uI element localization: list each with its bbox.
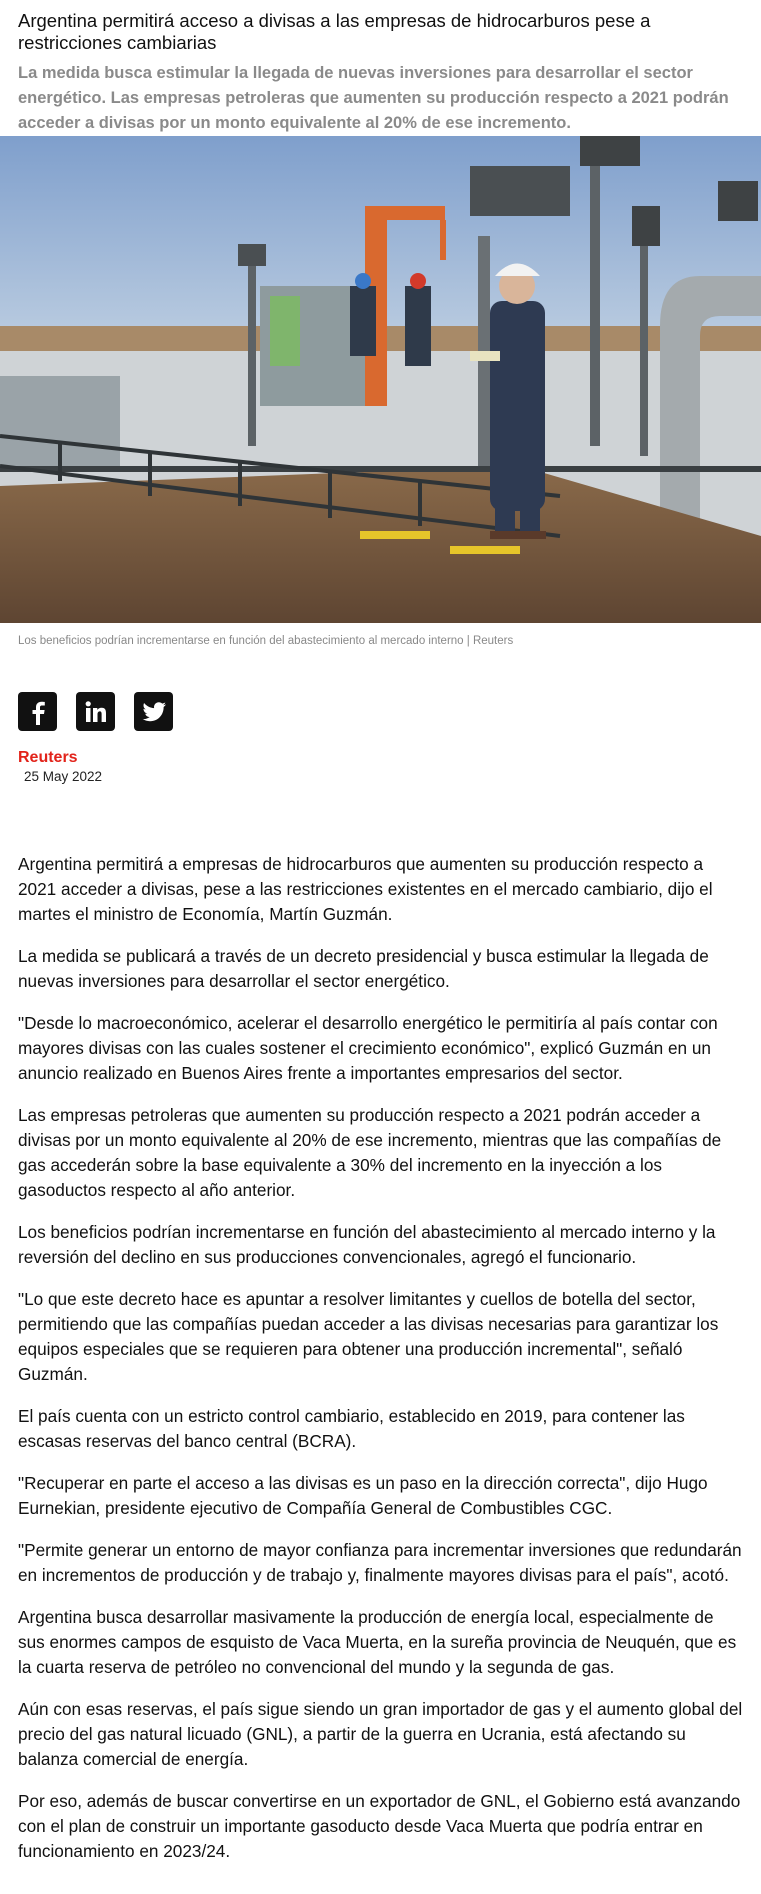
body-paragraph: "Desde lo macroeconómico, acelerar el desarrollo energético le permitiría al país contar con mayores divisas con las cuales sostener el crecimiento económico", explicó Guzmán en un anuncio realizado en Buenos Aires frente a importantes empresarios del sector. [18,1013,718,1083]
image-caption: Los beneficios podrían incrementarse en función del abastecimiento al mercado interno | Reuters [18,635,514,647]
linkedin-icon [85,701,107,723]
facebook-icon [27,699,49,725]
body-paragraph: La medida se publicará a través de un decreto presidencial y busca estimular la llegada de nuevas inversiones para desarrollar el sector energético. [18,946,709,991]
body-paragraph: Por eso, además de buscar convertirse en un exportador de GNL, el Gobierno está avanzando con el plan de construir un importante gasoducto desde Vaca Muerta que podría entrar en funcionamiento en 2023/24. [18,1791,741,1861]
body-paragraph: Aún con esas reservas, el país sigue siendo un gran importador de gas y el aumento global del precio del gas natural licuado (GNL), a partir de la guerra en Ucrania, está afectando su balanza comercial de energía. [18,1699,743,1769]
body-paragraph: El país cuenta con un estricto control cambiario, establecido en 2019, para contener las escasas reservas del banco central (BCRA). [18,1406,685,1451]
article-body [18,852,745,1881]
twitter-share-button[interactable] [134,692,173,731]
twitter-icon [142,702,166,722]
article-headline: Argentina permitirá acceso a divisas a las empresas de hidrocarburos pese a restricciones cambiarias [18,10,651,53]
hero-image [0,136,761,623]
facebook-share-button[interactable] [18,692,57,731]
body-paragraph: Las empresas petroleras que aumenten su producción respecto a 2021 podrán acceder a divisas por un monto equivalente al 20% de ese incremento, mientras que las compañías de gas accederán sobre la base equivalente a 30% del incremento en la inyección a los gasoductos respecto al año anterior. [18,1105,722,1200]
body-paragraph: "Lo que este decreto hace es apuntar a resolver limitantes y cuellos de botella del sector, permitiendo que las compañías puedan acceder a las divisas necesarias para garantizar los equipos especiales que se requieren para obtener una producción incremental", señaló Guzmán. [18,1289,719,1384]
body-paragraph: "Permite generar un entorno de mayor confianza para incrementar inversiones que redundarán en incrementos de producción y de trabajo y, finalmente mayores divisas para el país", acotó. [18,1540,742,1585]
article-date: 25 May 2022 [24,769,103,784]
body-paragraph: Argentina busca desarrollar masivamente la producción de energía local, especialmente de sus enormes campos de esquisto de Vaca Muerta, en la sureña provincia de Neuquén, que es la cuarta reserva de petróleo no convencional del mundo y la segunda de gas. [18,1607,737,1677]
body-paragraph: Los beneficios podrían incrementarse en función del abastecimiento al mercado interno y la reversión del declino en sus producciones convencionales, agregó el funcionario. [18,1222,716,1267]
linkedin-share-button[interactable] [76,692,115,731]
body-paragraph: Argentina permitirá a empresas de hidrocarburos que aumenten su producción respecto a 2021 acceder a divisas, pese a las restricciones existentes en el mercado cambiario, dijo el martes el ministro de Economía, Martín Guzmán. [18,854,713,924]
article-subtitle: La medida busca estimular la llegada de nuevas inversiones para desarrollar el sector energético. Las empresas petroleras que aumenten su producción respecto a 2021 podrán acceder a divisas por un monto equivalente al 20% de ese incremento. [18,64,729,132]
article-source-link[interactable]: Reuters [18,749,78,766]
share-bar [18,692,173,731]
body-paragraph: "Recuperar en parte el acceso a las divisas es un paso en la dirección correcta", dijo Hugo Eurnekian, presidente ejecutivo de Compañía General de Combustibles CGC. [18,1473,708,1518]
